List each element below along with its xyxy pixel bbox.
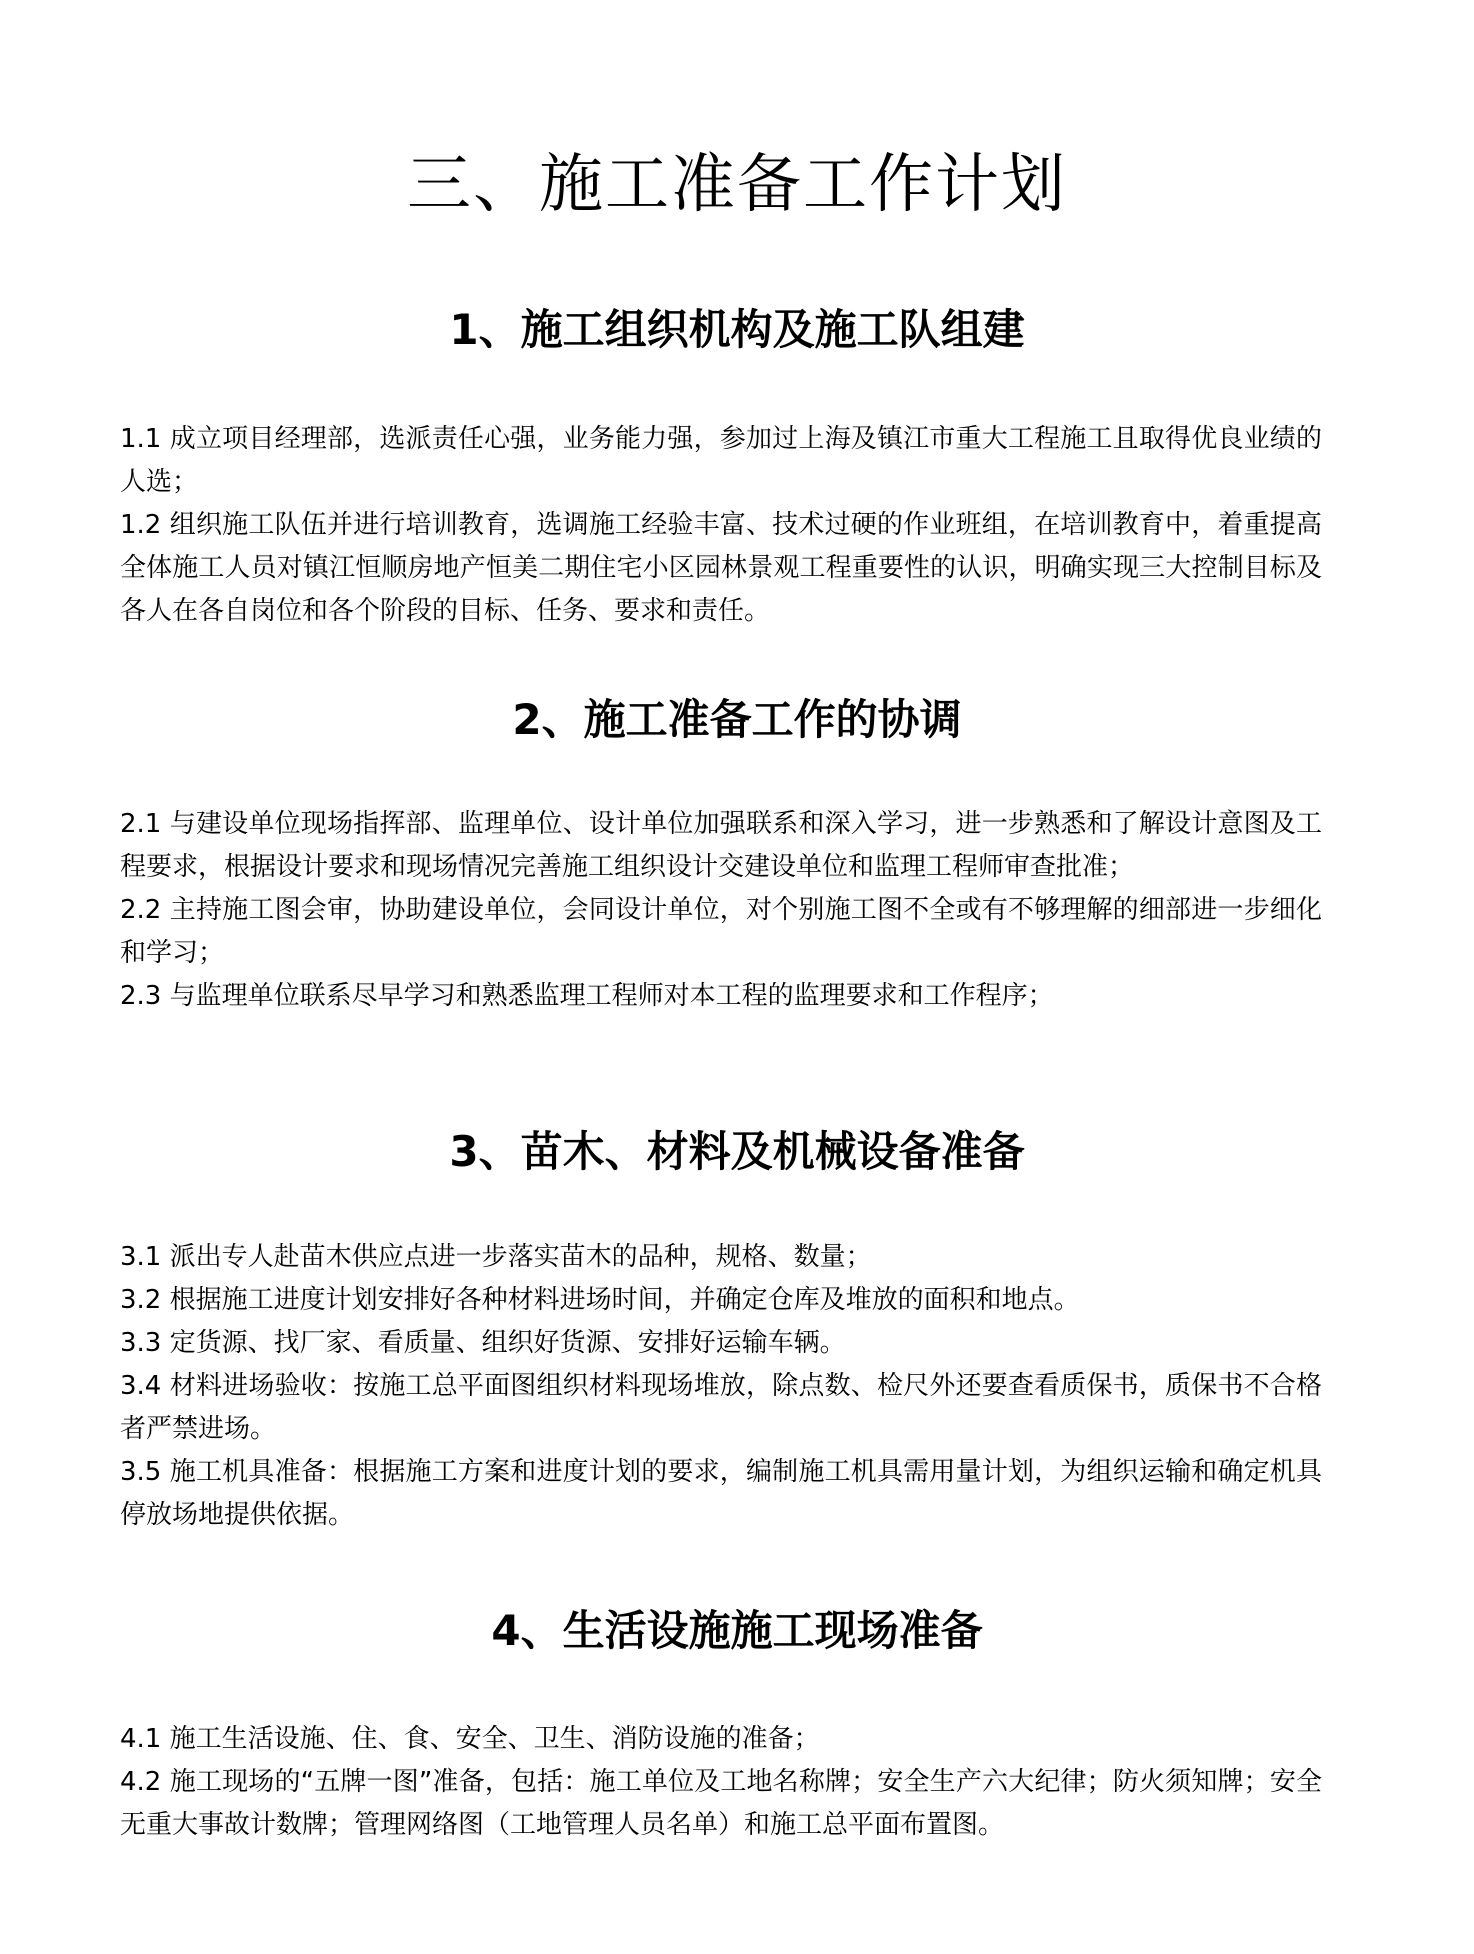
section-3-heading: 3、苗木、材料及机械设备准备 [449, 1127, 1025, 1176]
paragraph-3-3: 3.3 定货源、找厂家、看质量、组织好货源、安排好运输车辆。 [120, 1328, 846, 1358]
section-2-heading: 2、施工准备工作的协调 [512, 695, 962, 744]
section-1-body [120, 418, 1322, 633]
paragraph-2-3: 2.3 与监理单位联系尽早学习和熟悉监理工程师对本工程的监理要求和工作程序； [120, 981, 1054, 1011]
section-3-body [120, 1236, 1322, 1537]
paragraph-1-1: 1.1 成立项目经理部，选派责任心强，业务能力强，参加过上海及镇江市重大工程施工且取得优良业绩的人选； [120, 424, 1322, 497]
paragraph-4-1: 4.1 施工生活设施、住、食、安全、卫生、消防设施的准备； [120, 1724, 820, 1754]
paragraph-2-1: 2.1 与建设单位现场指挥部、监理单位、设计单位加强联系和深入学习，进一步熟悉和了解设计意图及工程要求，根据设计要求和现场情况完善施工组织设计交建设单位和监理工程师审查批准； [120, 809, 1322, 882]
paragraph-3-2: 3.2 根据施工进度计划安排好各种材料进场时间，并确定仓库及堆放的面积和地点。 [120, 1285, 1080, 1315]
paragraph-3-4: 3.4 材料进场验收：按施工总平面图组织材料现场堆放，除点数、检尺外还要查看质保书，质保书不合格者严禁进场。 [120, 1371, 1322, 1444]
section-4-heading: 4、生活设施施工现场准备 [491, 1606, 983, 1655]
paragraph-4-2: 4.2 施工现场的“五牌一图”准备，包括：施工单位及工地名称牌；安全生产六大纪律；防火须知牌；安全无重大事故计数牌；管理网络图（工地管理人员名单）和施工总平面布置图。 [120, 1767, 1322, 1840]
page-title: 三、施工准备工作计划 [407, 148, 1067, 222]
section-2-body [120, 803, 1322, 1018]
paragraph-2-2: 2.2 主持施工图会审，协助建设单位，会同设计单位，对个别施工图不全或有不够理解的细部进一步细化和学习； [120, 895, 1322, 968]
paragraph-3-5: 3.5 施工机具准备：根据施工方案和进度计划的要求，编制施工机具需用量计划，为组织运输和确定机具停放场地提供依据。 [120, 1457, 1322, 1530]
paragraph-1-2: 1.2 组织施工队伍并进行培训教育，选调施工经验丰富、技术过硬的作业班组，在培训教育中，着重提高全体施工人员对镇江恒顺房地产恒美二期住宅小区园林景观工程重要性的认识，明确实现三大控制目标及各人在各自岗位和各个阶段的目标、任务、要求和责任。 [120, 510, 1322, 626]
paragraph-3-1: 3.1 派出专人赴苗木供应点进一步落实苗木的品种，规格、数量； [120, 1242, 872, 1272]
section-1-heading: 1、施工组织机构及施工队组建 [449, 305, 1025, 354]
section-4-body [120, 1718, 1322, 1847]
